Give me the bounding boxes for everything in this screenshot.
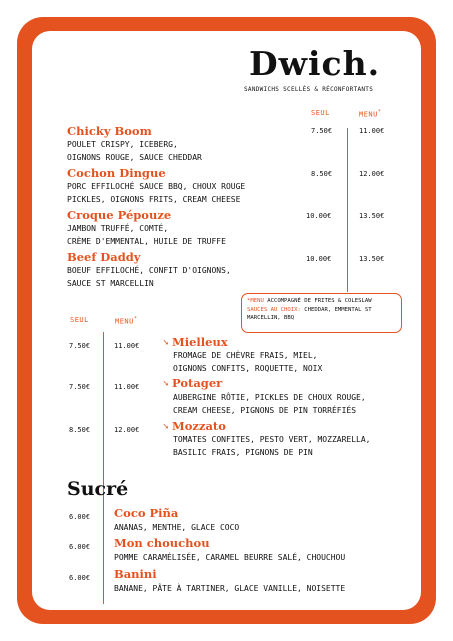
item-desc: POULET CRISPY, ICEBERG, OIGNONS ROUGE, SAUCE CHEDDAR bbox=[67, 140, 202, 162]
item-desc: FROMAGE DE CHÈVRE FRAIS, MIEL, OIGNONS CONFITS, ROQUETTE, NOIX bbox=[173, 351, 323, 373]
item-name: Croque Pépouze bbox=[67, 208, 172, 222]
item-name: Banini bbox=[114, 567, 157, 581]
item-desc: PORC EFFILOCHÉ SAUCE BBQ, CHOUX ROUGE PICKLES, OIGNONS FRITS, CREAM CHEESE bbox=[67, 182, 246, 204]
section2-divider bbox=[103, 332, 104, 604]
brand-tagline: SANDWICHS SCELLÉS & RÉCONFORTANTS bbox=[244, 86, 374, 93]
price-menu: 11.00€ bbox=[114, 383, 140, 391]
price-seul: 10.00€ bbox=[306, 212, 332, 220]
item-name: Mozzato bbox=[172, 419, 226, 433]
item-desc: BANANE, PÂTE À TARTINER, GLACE VANILLE, NOISETTE bbox=[114, 584, 346, 593]
price-menu: 12.00€ bbox=[359, 170, 385, 178]
item-name: Coco Piña bbox=[114, 506, 179, 520]
item-desc: TOMATES CONFITES, PESTO VERT, MOZZARELLA, BASILIC FRAIS, PIGNONS DE PIN bbox=[173, 435, 371, 457]
brand-logo: Dwich. bbox=[249, 44, 381, 83]
item-desc: JAMBON TRUFFÉ, COMTÉ, CRÈME D'EMMENTAL, HUILE DE TRUFFE bbox=[67, 224, 226, 246]
price-menu: 11.00€ bbox=[114, 342, 140, 350]
item-name: Mon chouchou bbox=[114, 536, 210, 550]
item-desc: POMME CARAMÉLISÉE, CARAMEL BEURRE SALÉ, CHOUCHOU bbox=[114, 553, 346, 562]
price-seul: 6.00€ bbox=[69, 513, 91, 521]
col-seul-header: SEUL bbox=[70, 316, 89, 324]
item-name: Beef Daddy bbox=[67, 250, 141, 264]
price-menu: 13.50€ bbox=[359, 212, 385, 220]
carrot-icon: ➘ bbox=[163, 379, 169, 389]
price-seul: 8.50€ bbox=[311, 170, 333, 178]
price-menu: 12.00€ bbox=[114, 426, 140, 434]
price-menu: 11.00€ bbox=[359, 127, 385, 135]
col-menu-header: MENU* bbox=[359, 109, 382, 119]
price-seul: 6.00€ bbox=[69, 574, 91, 582]
section1-divider bbox=[347, 128, 348, 292]
item-desc: AUBERGINE RÔTIE, PICKLES DE CHOUX ROUGE, CREAM CHEESE, PIGNONS DE PIN TORRÉFIÉS bbox=[173, 393, 366, 415]
item-name: Mielleux bbox=[172, 335, 228, 349]
section-title-sucre: Sucré bbox=[67, 478, 129, 500]
item-name: Cochon Dingue bbox=[67, 166, 166, 180]
item-name: Chicky Boom bbox=[67, 124, 152, 138]
price-seul: 7.50€ bbox=[69, 342, 91, 350]
price-menu: 13.50€ bbox=[359, 255, 385, 263]
carrot-icon: ➘ bbox=[163, 422, 169, 432]
price-seul: 10.00€ bbox=[306, 255, 332, 263]
carrot-icon: ➘ bbox=[163, 338, 169, 348]
col-menu-header: MENU* bbox=[115, 316, 138, 326]
price-seul: 6.00€ bbox=[69, 543, 91, 551]
price-seul: 7.50€ bbox=[311, 127, 333, 135]
price-seul: 8.50€ bbox=[69, 426, 91, 434]
item-desc: BOEUF EFFILOCHÉ, CONFIT D'OIGNONS, SAUCE ST MARCELLIN bbox=[67, 266, 231, 288]
menu-note: *MENU ACCOMPAGNÉ DE FRITES & COLESLAW SAUCES AU CHOIX: CHEDDAR, EMMENTAL ST MARCELLIN, BBQ bbox=[241, 293, 402, 333]
item-name: Potager bbox=[172, 376, 223, 390]
price-seul: 7.50€ bbox=[69, 383, 91, 391]
col-seul-header: SEUL bbox=[311, 109, 330, 117]
item-desc: ANANAS, MENTHE, GLACE COCO bbox=[114, 523, 240, 532]
